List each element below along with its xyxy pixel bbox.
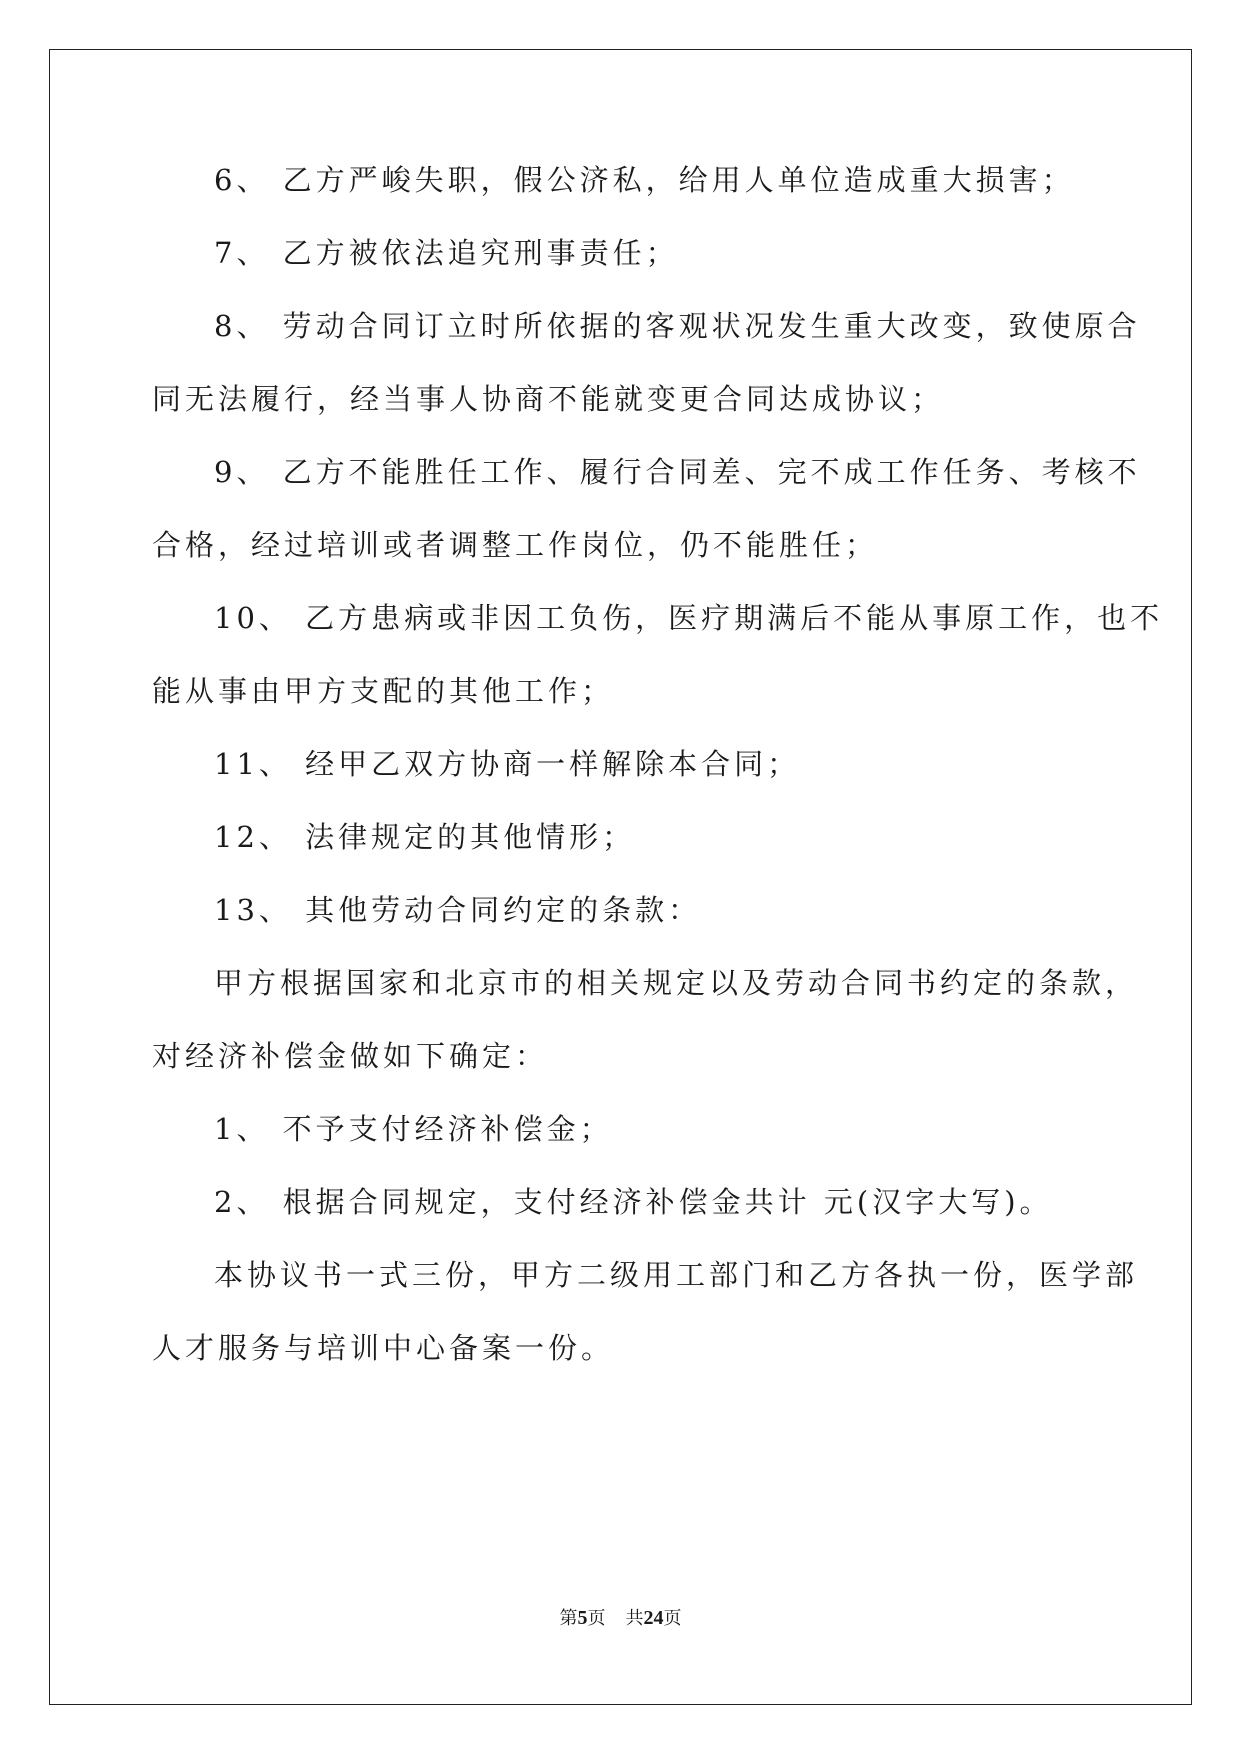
clause-11: 11、 经甲乙双方协商一样解除本合同； xyxy=(214,747,801,781)
clause-13: 13、 其他劳动合同约定的条款： xyxy=(214,893,702,927)
clause-8: 8、 劳动合同订立时所依据的客观状况发生重大改变，致使原合 xyxy=(214,309,1141,343)
clause-7: 7、 乙方被依法追究刑事责任； xyxy=(214,236,679,270)
copies-paragraph: 本协议书一式三份，甲方二级用工部门和乙方各执一份，医学部 xyxy=(214,1258,1139,1292)
page-border xyxy=(49,49,1192,1705)
page-footer xyxy=(0,1606,1241,1631)
clause-9: 9、 乙方不能胜任工作、履行合同差、完不成工作任务、考核不 xyxy=(214,455,1141,489)
total-suffix: 页 xyxy=(663,1608,682,1629)
clause-12: 12、 法律规定的其他情形； xyxy=(214,820,636,854)
compensation-item-2: 2、 根据合同规定，支付经济补偿金共计 元(汉字大写)。 xyxy=(214,1185,1053,1219)
page-prefix: 第 xyxy=(559,1608,578,1629)
page-number: 5 xyxy=(577,1607,588,1629)
compensation-paragraph-continued: 对经济补偿金做如下确定： xyxy=(152,1039,549,1073)
clause-8-continued: 同无法履行，经当事人协商不能就变更合同达成协议； xyxy=(152,382,945,416)
total-prefix: 共 xyxy=(625,1608,644,1629)
clause-9-continued: 合格，经过培训或者调整工作岗位，仍不能胜任； xyxy=(152,528,879,562)
compensation-item-1: 1、 不予支付经济补偿金； xyxy=(214,1112,613,1146)
total-pages: 24 xyxy=(643,1607,664,1629)
copies-paragraph-continued: 人才服务与培训中心备案一份。 xyxy=(152,1331,615,1365)
compensation-paragraph: 甲方根据国家和北京市的相关规定以及劳动合同书约定的条款， xyxy=(214,966,1139,1000)
clause-10: 10、 乙方患病或非因工负伤，医疗期满后不能从事原工作，也不 xyxy=(214,601,1164,635)
clause-6: 6、 乙方严峻失职，假公济私，给用人单位造成重大损害； xyxy=(214,163,1075,197)
clause-10-continued: 能从事由甲方支配的其他工作； xyxy=(152,674,615,708)
page-suffix: 页 xyxy=(587,1608,606,1629)
